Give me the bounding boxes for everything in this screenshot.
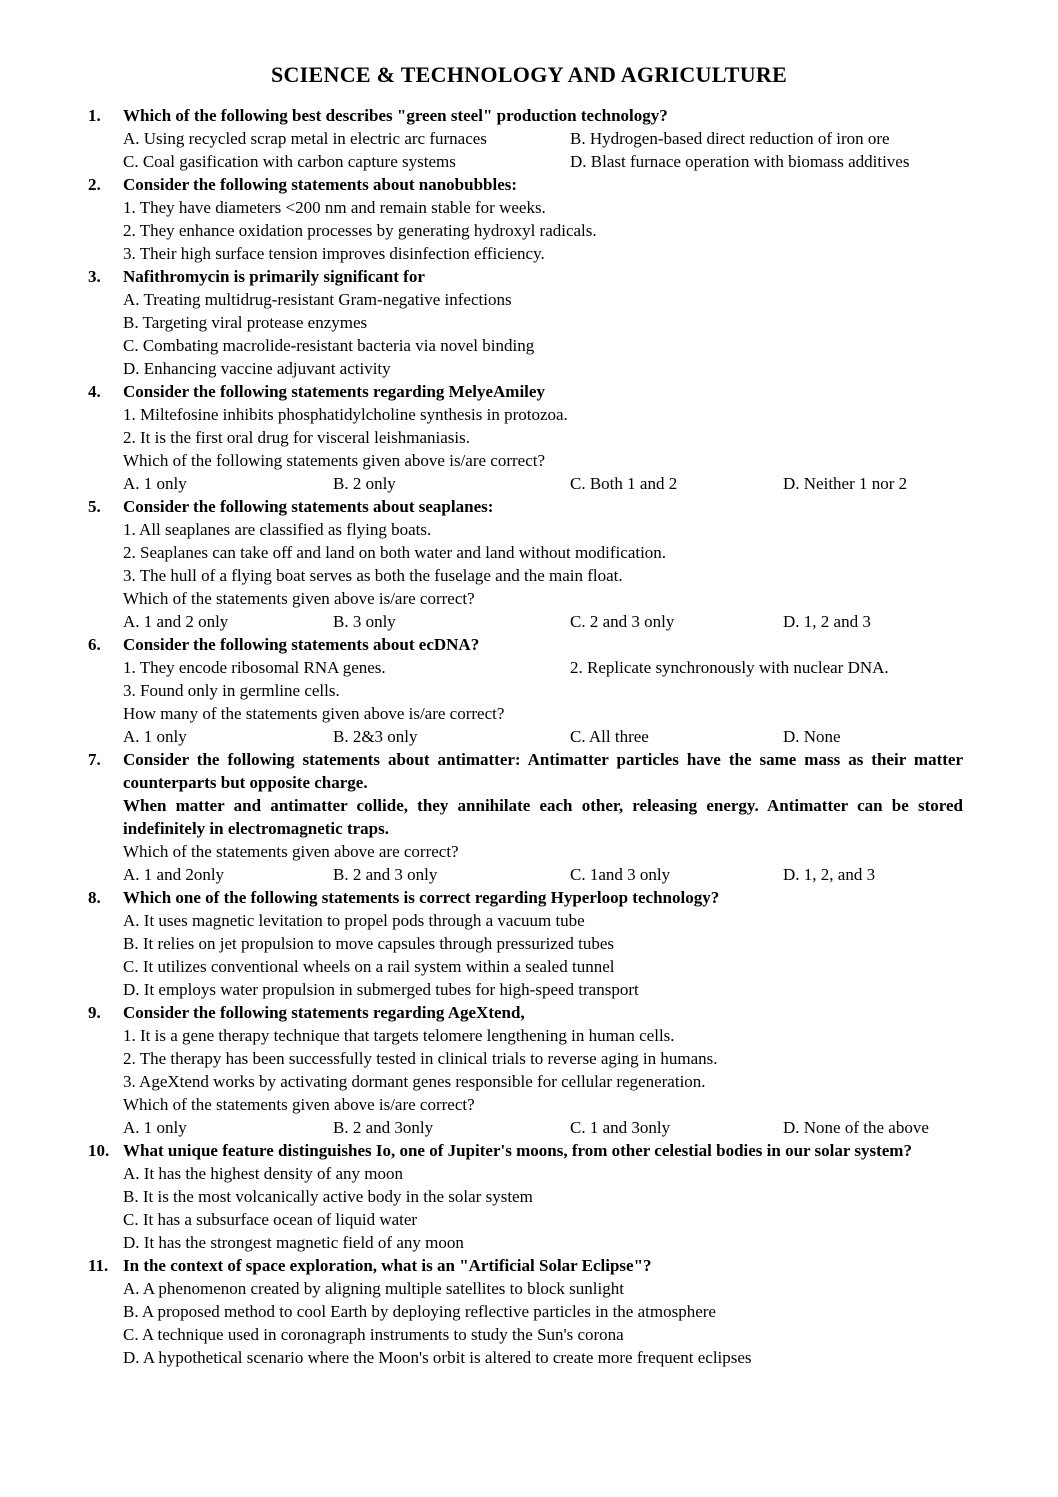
question-number: 7. [88,750,101,769]
question-heading: Consider the following statements about ecDNA? [123,635,480,654]
question-line: When matter and antimatter collide, they annihilate each other, releasing energy. Antimatter can be stored indefinitely in electromagnetic traps. [123,796,963,838]
column-item: 2. Replicate synchronously with nuclear DNA. [570,658,889,677]
question [88,104,963,173]
question-body [123,380,963,495]
question [88,495,963,633]
question-number: 8. [88,888,101,907]
two-column-row [123,127,963,150]
question-line: 3. The hull of a flying boat serves as both the fuselage and the main float. [123,566,623,585]
question-body [123,173,963,265]
column-item: C. Coal gasification with carbon capture systems [123,152,456,171]
question-line: 2. It is the first oral drug for visceral leishmaniasis. [123,428,470,447]
question [88,633,963,748]
question-line: B. It relies on jet propulsion to move capsules through pressurized tubes [123,934,615,953]
question-heading: Consider the following statements regarding MelyeAmiley [123,382,545,401]
question-line: 2. Seaplanes can take off and land on both water and land without modification. [123,543,667,562]
option-b: B. 2 only [333,474,396,493]
question-body [123,1254,963,1369]
option-a: A. 1 and 2only [123,865,225,884]
question-line: Which of the following statements given above is/are correct? [123,451,546,470]
question-line: A. Treating multidrug-resistant Gram-negative infections [123,290,512,309]
question-body [123,748,963,886]
options-row [123,1116,963,1139]
option-a: A. 1 and 2 only [123,612,229,631]
option-d: D. None of the above [783,1118,929,1137]
options-row [123,863,963,886]
question-line: D. A hypothetical scenario where the Moon's orbit is altered to create more frequent eclipses [123,1348,752,1367]
question-body [123,265,963,380]
column-item: 1. They encode ribosomal RNA genes. [123,658,386,677]
column-item: D. Blast furnace operation with biomass additives [570,152,910,171]
question-heading: Consider the following statements about seaplanes: [123,497,494,516]
question-line: 3. Found only in germline cells. [123,681,340,700]
option-d: D. 1, 2 and 3 [783,612,871,631]
question [88,1254,963,1369]
question [88,1001,963,1139]
question [88,1139,963,1254]
question-body [123,495,963,633]
question-line: C. It utilizes conventional wheels on a rail system within a sealed tunnel [123,957,615,976]
option-c: C. 1and 3 only [570,865,671,884]
question-line: B. Targeting viral protease enzymes [123,313,368,332]
question-line: C. A technique used in coronagraph instruments to study the Sun's corona [123,1325,624,1344]
two-column-row [123,150,963,173]
question-number: 4. [88,382,101,401]
question-line: 3. Their high surface tension improves disinfection efficiency. [123,244,545,263]
question-line: Which of the statements given above are correct? [123,842,459,861]
question-line: C. Combating macrolide-resistant bacteria via novel binding [123,336,535,355]
option-c: C. 2 and 3 only [570,612,675,631]
question-number: 1. [88,106,101,125]
question-number: 3. [88,267,101,286]
question-number: 9. [88,1003,101,1022]
option-b: B. 2 and 3 only [333,865,438,884]
question [88,380,963,495]
question-line: B. It is the most volcanically active body in the solar system [123,1187,533,1206]
question-heading: Consider the following statements about antimatter: Antimatter particles have the same mass as their matter counterparts but opposite charge. [123,750,963,792]
question-heading: What unique feature distinguishes Io, one of Jupiter's moons, from other celestial bodies in our solar system? [123,1141,912,1160]
column-item: B. Hydrogen-based direct reduction of iron ore [570,129,890,148]
question-line: 2. The therapy has been successfully tested in clinical trials to reverse aging in humans. [123,1049,718,1068]
question-line: C. It has a subsurface ocean of liquid water [123,1210,418,1229]
column-item: A. Using recycled scrap metal in electric arc furnaces [123,129,487,148]
question-line: A. It has the highest density of any moon [123,1164,403,1183]
question [88,886,963,1001]
option-d: D. 1, 2, and 3 [783,865,876,884]
option-b: B. 2&3 only [333,727,418,746]
question-line: 2. They enhance oxidation processes by generating hydroxyl radicals. [123,221,597,240]
question-line: 3. AgeXtend works by activating dormant genes responsible for cellular regeneration. [123,1072,706,1091]
question [88,173,963,265]
question-line: D. It has the strongest magnetic field of any moon [123,1233,464,1252]
question-body [123,633,963,748]
option-b: B. 3 only [333,612,396,631]
page-title: SCIENCE & TECHNOLOGY AND AGRICULTURE [270,62,788,87]
question-number: 5. [88,497,101,516]
question-line: A. It uses magnetic levitation to propel pods through a vacuum tube [123,911,585,930]
option-a: A. 1 only [123,1118,187,1137]
option-b: B. 2 and 3only [333,1118,434,1137]
question-line: Which of the statements given above is/are correct? [123,589,475,608]
question-line: D. Enhancing vaccine adjuvant activity [123,359,391,378]
options-row [123,472,963,495]
question-line: 1. They have diameters <200 nm and remain stable for weeks. [123,198,546,217]
question-line: 1. Miltefosine inhibits phosphatidylcholine synthesis in protozoa. [123,405,568,424]
question-number: 11. [88,1256,109,1275]
question-number: 6. [88,635,101,654]
question-body [123,1139,963,1254]
option-d: D. None [783,727,841,746]
question-heading: Consider the following statements about nanobubbles: [123,175,518,194]
question-line: 1. All seaplanes are classified as flying boats. [123,520,432,539]
question-number: 10. [88,1141,110,1160]
question-number: 2. [88,175,101,194]
option-c: C. All three [570,727,649,746]
question-body [123,1001,963,1139]
question [88,748,963,886]
question-body [123,886,963,1001]
option-a: A. 1 only [123,474,187,493]
question-line: A. A phenomenon created by aligning multiple satellites to block sunlight [123,1279,624,1298]
options-row [123,725,963,748]
option-c: C. Both 1 and 2 [570,474,678,493]
two-column-row [123,656,963,679]
options-row [123,610,963,633]
question-heading: Nafithromycin is primarily significant for [123,267,425,286]
question-list [88,104,963,1369]
question-line: Which of the statements given above is/are correct? [123,1095,475,1114]
question-body [123,104,963,173]
question-line: D. It employs water propulsion in submerged tubes for high-speed transport [123,980,639,999]
option-d: D. Neither 1 nor 2 [783,474,908,493]
option-c: C. 1 and 3only [570,1118,671,1137]
question [88,265,963,380]
question-line: How many of the statements given above is/are correct? [123,704,505,723]
question-line: B. A proposed method to cool Earth by deploying reflective particles in the atmosphere [123,1302,716,1321]
question-line: 1. It is a gene therapy technique that targets telomere lengthening in human cells. [123,1026,675,1045]
question-heading: Which of the following best describes "green steel" production technology? [123,106,668,125]
option-a: A. 1 only [123,727,187,746]
question-heading: Which one of the following statements is correct regarding Hyperloop technology? [123,888,720,907]
question-heading: In the context of space exploration, what is an "Artificial Solar Eclipse"? [123,1256,652,1275]
question-heading: Consider the following statements regarding AgeXtend, [123,1003,525,1022]
